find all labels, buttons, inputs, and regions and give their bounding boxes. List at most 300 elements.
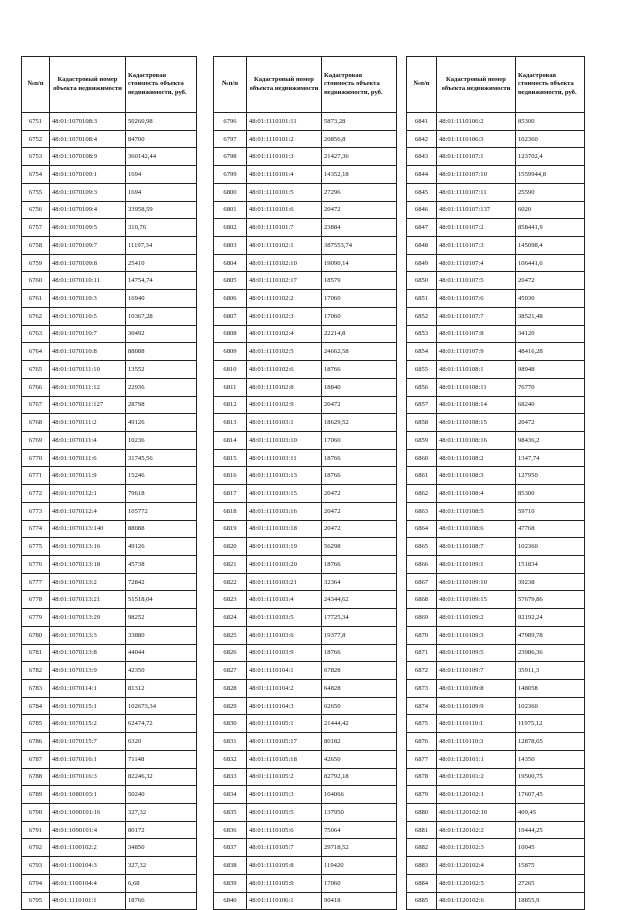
cadastral-value: 67828	[322, 662, 397, 680]
table-row	[22, 733, 197, 751]
cadastral-number: 48:01:1110102:6	[247, 361, 322, 379]
row-number: 6799	[214, 166, 247, 184]
cadastral-number: 48:01:1120102:5	[437, 874, 516, 892]
cadastral-value: 151834	[516, 555, 585, 573]
table-row	[407, 219, 585, 237]
table-row	[22, 573, 197, 591]
cadastral-value: 20472	[322, 396, 397, 414]
cadastral-value: 30492	[126, 325, 197, 343]
table-row	[214, 449, 397, 467]
cadastral-number: 48:01:1110105:5	[247, 804, 322, 822]
cadastral-number: 48:01:1110103:19	[247, 538, 322, 556]
row-number: 6865	[407, 538, 437, 556]
cadastral-number: 48:01:1110107:11	[437, 183, 516, 201]
table-row	[22, 467, 197, 485]
row-number: 6796	[214, 113, 247, 131]
table-row	[407, 272, 585, 290]
cadastral-number: 48:01:1110107:1	[437, 148, 516, 166]
cadastral-value: 119420	[322, 857, 397, 875]
cadastral-value: 88088	[126, 343, 197, 361]
cadastral-number: 48:01:1110103:9	[247, 644, 322, 662]
cadastral-number: 48:01:1110108:6	[437, 520, 516, 538]
cadastral-number: 48:01:1070108:4	[50, 130, 126, 148]
row-number: 6779	[22, 609, 50, 627]
cadastral-value: 327,32	[126, 857, 197, 875]
table-row	[214, 414, 397, 432]
cadastral-number: 48:01:1110102:3	[247, 307, 322, 325]
cadastral-number: 48:01:1080103:1	[50, 786, 126, 804]
cadastral-value: 59710	[516, 502, 585, 520]
row-number: 6883	[407, 857, 437, 875]
table-row	[22, 821, 197, 839]
header-num: №п/п	[22, 57, 50, 113]
table-row	[407, 715, 585, 733]
cadastral-number: 48:01:1110101:1	[50, 892, 126, 910]
cadastral-value: 6020	[516, 201, 585, 219]
cadastral-number: 48:01:1110103:15	[247, 485, 322, 503]
row-number: 6809	[214, 343, 247, 361]
cadastral-number: 48:01:1110108:7	[437, 538, 516, 556]
cadastral-number: 48:01:1110102:4	[247, 325, 322, 343]
row-number: 6795	[22, 892, 50, 910]
row-number: 6782	[22, 662, 50, 680]
cadastral-number: 48:01:1070110:8	[50, 343, 126, 361]
table-row	[22, 502, 197, 520]
row-number: 6792	[22, 839, 50, 857]
row-number: 6845	[407, 183, 437, 201]
row-number: 6822	[214, 573, 247, 591]
cadastral-number: 48:01:1110101:11	[247, 113, 322, 131]
cadastral-number: 48:01:1090101:4	[50, 821, 126, 839]
row-number: 6780	[22, 626, 50, 644]
row-number: 6849	[407, 254, 437, 272]
cadastral-value: 1694	[126, 166, 197, 184]
row-number: 6818	[214, 502, 247, 520]
cadastral-value: 35911,3	[516, 662, 585, 680]
table-row	[214, 467, 397, 485]
cadastral-value: 98252	[126, 609, 197, 627]
cadastral-value: 17060	[322, 431, 397, 449]
table-header-row	[407, 57, 585, 113]
cadastral-number: 48:01:1110102:10	[247, 254, 322, 272]
cadastral-number: 48:01:1110108:5	[437, 502, 516, 520]
row-number: 6771	[22, 467, 50, 485]
cadastral-value: 80172	[126, 821, 197, 839]
cadastral-number: 48:01:1110101:3	[247, 148, 322, 166]
table-row	[407, 237, 585, 255]
row-number: 6854	[407, 343, 437, 361]
cadastral-value: 123702,4	[516, 148, 585, 166]
row-number: 6862	[407, 485, 437, 503]
row-number: 6774	[22, 520, 50, 538]
table-row	[407, 874, 585, 892]
cadastral-number: 48:01:1070113:140	[50, 520, 126, 538]
cadastral-number: 48:01:1070108:3	[50, 113, 126, 131]
cadastral-number: 48:01:1120102:2	[437, 821, 516, 839]
table-header-row	[22, 57, 197, 113]
cadastral-number: 48:01:1110101:7	[247, 219, 322, 237]
row-number: 6861	[407, 467, 437, 485]
table-row	[214, 485, 397, 503]
table-row	[22, 626, 197, 644]
cadastral-number: 48:01:1070112:1	[50, 485, 126, 503]
cadastral-value: 5873,28	[322, 113, 397, 131]
header-cadastral: Кадастровый номер объекта недвижимости	[437, 57, 516, 113]
cadastral-number: 48:01:1110109:1	[437, 555, 516, 573]
row-number: 6855	[407, 361, 437, 379]
row-number: 6755	[22, 183, 50, 201]
table-row	[214, 361, 397, 379]
table-row	[22, 290, 197, 308]
cadastral-value: 92192,24	[516, 609, 585, 627]
cadastral-number: 48:01:1110101:4	[247, 166, 322, 184]
table-row	[407, 290, 585, 308]
cadastral-number: 48:01:1070116:3	[50, 768, 126, 786]
cadastral-number: 48:01:1070115:1	[50, 697, 126, 715]
table-row	[22, 201, 197, 219]
cadastral-number: 48:01:1100104:4	[50, 874, 126, 892]
cadastral-number: 48:01:1110105:2	[247, 768, 322, 786]
table-row	[407, 148, 585, 166]
row-number: 6814	[214, 431, 247, 449]
table-row	[407, 520, 585, 538]
cadastral-value: 310,76	[126, 219, 197, 237]
cadastral-number: 48:01:1110106:1	[247, 892, 322, 910]
cadastral-number: 48:01:1100104:3	[50, 857, 126, 875]
cadastral-value: 57679,86	[516, 591, 585, 609]
row-number: 6817	[214, 485, 247, 503]
cadastral-number: 48:01:1110109:5	[437, 644, 516, 662]
table-row	[407, 254, 585, 272]
cadastral-value: 18629,52	[322, 414, 397, 432]
cadastral-value: 98948	[516, 361, 585, 379]
cadastral-number: 48:01:1070111:4	[50, 431, 126, 449]
table-row	[214, 680, 397, 698]
row-number: 6801	[214, 201, 247, 219]
row-number: 6813	[214, 414, 247, 432]
row-number: 6867	[407, 573, 437, 591]
cadastral-value: 102360	[516, 130, 585, 148]
row-number: 6753	[22, 148, 50, 166]
cadastral-value: 18766	[126, 892, 197, 910]
row-number: 6783	[22, 680, 50, 698]
row-number: 6761	[22, 290, 50, 308]
row-number: 6832	[214, 750, 247, 768]
row-number: 6877	[407, 750, 437, 768]
cadastral-number: 48:01:1070110:5	[50, 307, 126, 325]
cadastral-value: 17725,34	[322, 609, 397, 627]
row-number: 6807	[214, 307, 247, 325]
cadastral-number: 48:01:1070111:6	[50, 449, 126, 467]
cadastral-number: 48:01:1110103:16	[247, 502, 322, 520]
cadastral-number: 48:01:1070109:5	[50, 219, 126, 237]
row-number: 6840	[214, 892, 247, 910]
cadastral-value: 22936	[126, 378, 197, 396]
cadastral-number: 48:01:1110104:1	[247, 662, 322, 680]
cadastral-value: 27265	[516, 874, 585, 892]
table-row	[214, 502, 397, 520]
row-number: 6763	[22, 325, 50, 343]
cadastral-number: 48:01:1070110:3	[50, 290, 126, 308]
cadastral-value: 17060	[322, 290, 397, 308]
row-number: 6829	[214, 697, 247, 715]
row-number: 6874	[407, 697, 437, 715]
row-number: 6806	[214, 290, 247, 308]
cadastral-value: 76770	[516, 378, 585, 396]
row-number: 6786	[22, 733, 50, 751]
table-row	[407, 555, 585, 573]
cadastral-value: 79618	[126, 485, 197, 503]
table-row	[214, 768, 397, 786]
row-number: 6759	[22, 254, 50, 272]
table-row	[214, 591, 397, 609]
row-number: 6881	[407, 821, 437, 839]
table-row	[214, 538, 397, 556]
cadastral-value: 21427,36	[322, 148, 397, 166]
row-number: 6864	[407, 520, 437, 538]
cadastral-value: 10045	[516, 839, 585, 857]
cadastral-number: 48:01:1120102:6	[437, 892, 516, 910]
table-row	[214, 130, 397, 148]
table-row	[214, 697, 397, 715]
cadastral-number: 48:01:1110107:2	[437, 219, 516, 237]
row-number: 6880	[407, 804, 437, 822]
cadastral-number: 48:01:1110101:2	[247, 130, 322, 148]
row-number: 6846	[407, 201, 437, 219]
table-row	[214, 307, 397, 325]
row-number: 6772	[22, 485, 50, 503]
table-row	[407, 201, 585, 219]
cadastral-number: 48:01:1110108:2	[437, 449, 516, 467]
cadastral-value: 106441,6	[516, 254, 585, 272]
row-number: 6770	[22, 449, 50, 467]
cadastral-value: 18766	[322, 555, 397, 573]
row-number: 6868	[407, 591, 437, 609]
table-row	[214, 520, 397, 538]
cadastral-value: 42350	[126, 662, 197, 680]
cadastral-value: 18579	[322, 272, 397, 290]
row-number: 6856	[407, 378, 437, 396]
cadastral-number: 48:01:1120102:4	[437, 857, 516, 875]
cadastral-value: 24344,62	[322, 591, 397, 609]
cadastral-number: 48:01:1110103:18	[247, 520, 322, 538]
cadastral-number: 48:01:1110104:3	[247, 697, 322, 715]
row-number: 6878	[407, 768, 437, 786]
table-row	[407, 414, 585, 432]
row-number: 6754	[22, 166, 50, 184]
cadastral-value: 20856,8	[322, 130, 397, 148]
row-number: 6781	[22, 644, 50, 662]
cadastral-value: 25590	[516, 183, 585, 201]
cadastral-value: 19377,8	[322, 626, 397, 644]
cadastral-number: 48:01:1070111:127	[50, 396, 126, 414]
cadastral-number: 48:01:1120102:3	[437, 839, 516, 857]
cadastral-number: 48:01:1110101:5	[247, 183, 322, 201]
cadastral-number: 48:01:1110105:3	[247, 786, 322, 804]
row-number: 6802	[214, 219, 247, 237]
cadastral-value: 44044	[126, 644, 197, 662]
cadastral-value: 47989,78	[516, 626, 585, 644]
table-row	[22, 272, 197, 290]
cadastral-value: 32364	[322, 573, 397, 591]
cadastral-value: 75064	[322, 821, 397, 839]
cadastral-number: 48:01:1110108:1	[437, 361, 516, 379]
cadastral-value: 1559944,8	[516, 166, 585, 184]
table-row	[407, 857, 585, 875]
cadastral-number: 48:01:1110108:15	[437, 414, 516, 432]
cadastral-number: 48:01:1110102:1	[247, 237, 322, 255]
row-number: 6820	[214, 538, 247, 556]
row-number: 6826	[214, 644, 247, 662]
table-row	[214, 396, 397, 414]
row-number: 6790	[22, 804, 50, 822]
row-number: 6791	[22, 821, 50, 839]
cadastral-number: 48:01:1110106:2	[437, 113, 516, 131]
table-row	[407, 573, 585, 591]
table-row	[214, 183, 397, 201]
table-row	[214, 219, 397, 237]
table-row	[214, 254, 397, 272]
table-row	[22, 662, 197, 680]
cadastral-number: 48:01:1070116:1	[50, 750, 126, 768]
table-row	[22, 130, 197, 148]
table-row	[407, 750, 585, 768]
table-row	[22, 715, 197, 733]
table-header-row	[214, 57, 397, 113]
cadastral-number: 48:01:1070108:9	[50, 148, 126, 166]
cadastral-value: 88088	[126, 520, 197, 538]
row-number: 6853	[407, 325, 437, 343]
cadastral-value: 137950	[322, 804, 397, 822]
table-row	[214, 272, 397, 290]
cadastral-number: 48:01:1110109:2	[437, 609, 516, 627]
row-number: 6882	[407, 839, 437, 857]
cadastral-value: 39238	[516, 573, 585, 591]
cadastral-value: 29718,52	[322, 839, 397, 857]
cadastral-value: 17607,45	[516, 786, 585, 804]
cadastral-number: 48:01:1110110:1	[437, 715, 516, 733]
row-number: 6858	[407, 414, 437, 432]
table-row	[22, 768, 197, 786]
row-number: 6765	[22, 361, 50, 379]
cadastral-value: 85300	[516, 485, 585, 503]
cadastral-value: 50240	[126, 786, 197, 804]
row-number: 6831	[214, 733, 247, 751]
row-number: 6884	[407, 874, 437, 892]
cadastral-value: 12878,65	[516, 733, 585, 751]
cadastral-number: 48:01:1120101:1	[437, 750, 516, 768]
cadastral-value: 19444,25	[516, 821, 585, 839]
row-number: 6803	[214, 237, 247, 255]
cadastral-value: 20472	[516, 272, 585, 290]
row-number: 6837	[214, 839, 247, 857]
table-row	[407, 680, 585, 698]
table-row	[22, 892, 197, 910]
table-row	[407, 378, 585, 396]
cadastral-number: 48:01:1120101:2	[437, 768, 516, 786]
row-number: 6870	[407, 626, 437, 644]
row-number: 6789	[22, 786, 50, 804]
cadastral-number: 48:01:1110109:7	[437, 662, 516, 680]
cadastral-value: 45738	[126, 555, 197, 573]
row-number: 6778	[22, 591, 50, 609]
cadastral-number: 48:01:1110108:16	[437, 431, 516, 449]
table-row	[22, 343, 197, 361]
cadastral-number: 48:01:1070115:2	[50, 715, 126, 733]
cadastral-value: 102673,34	[126, 697, 197, 715]
row-number: 6836	[214, 821, 247, 839]
cadastral-number: 48:01:1110109:15	[437, 591, 516, 609]
table-row	[214, 644, 397, 662]
row-number: 6794	[22, 874, 50, 892]
row-number: 6819	[214, 520, 247, 538]
cadastral-value: 18766	[322, 467, 397, 485]
table-row	[407, 697, 585, 715]
row-number: 6824	[214, 609, 247, 627]
cadastral-value: 148058	[516, 680, 585, 698]
row-number: 6752	[22, 130, 50, 148]
cadastral-table-2	[213, 56, 397, 910]
cadastral-value: 360142,44	[126, 148, 197, 166]
table-row	[407, 538, 585, 556]
cadastral-number: 48:01:1110107:3	[437, 237, 516, 255]
cadastral-value: 18766	[322, 449, 397, 467]
header-cadastral: Кадастровый номер объекта недвижимости	[247, 57, 322, 113]
row-number: 6869	[407, 609, 437, 627]
cadastral-number: 48:01:1110106:3	[437, 130, 516, 148]
table-row	[22, 254, 197, 272]
cadastral-number: 48:01:1110103:11	[247, 449, 322, 467]
cadastral-number: 48:01:1070113:3	[50, 626, 126, 644]
row-number: 6775	[22, 538, 50, 556]
cadastral-number: 48:01:1090101:16	[50, 804, 126, 822]
cadastral-number: 48:01:1110109:9	[437, 697, 516, 715]
cadastral-number: 48:01:1070109:3	[50, 183, 126, 201]
cadastral-value: 16940	[126, 290, 197, 308]
cadastral-value: 20472	[322, 201, 397, 219]
row-number: 6838	[214, 857, 247, 875]
cadastral-number: 48:01:1110105:8	[247, 857, 322, 875]
cadastral-number: 48:01:1070109:1	[50, 166, 126, 184]
cadastral-value: 11197,34	[126, 237, 197, 255]
cadastral-value: 62650	[322, 697, 397, 715]
table-row	[407, 821, 585, 839]
row-number: 6835	[214, 804, 247, 822]
table-row	[22, 874, 197, 892]
row-number: 6827	[214, 662, 247, 680]
cadastral-value: 49126	[126, 538, 197, 556]
cadastral-number: 48:01:1110103:10	[247, 431, 322, 449]
table-row	[407, 485, 585, 503]
cadastral-value: 28798	[126, 396, 197, 414]
table-row	[214, 715, 397, 733]
table-row	[407, 361, 585, 379]
row-number: 6873	[407, 680, 437, 698]
cadastral-number: 48:01:1110107:7	[437, 307, 516, 325]
cadastral-value: 20472	[516, 414, 585, 432]
row-number: 6811	[214, 378, 247, 396]
table-row	[407, 130, 585, 148]
row-number: 6857	[407, 396, 437, 414]
row-number: 6787	[22, 750, 50, 768]
cadastral-number: 48:01:1070109:8	[50, 254, 126, 272]
cadastral-value: 18766	[322, 644, 397, 662]
table-row	[22, 591, 197, 609]
table-row	[22, 786, 197, 804]
cadastral-value: 98436,2	[516, 431, 585, 449]
cadastral-value: 80182	[322, 733, 397, 751]
cadastral-value: 102360	[516, 538, 585, 556]
